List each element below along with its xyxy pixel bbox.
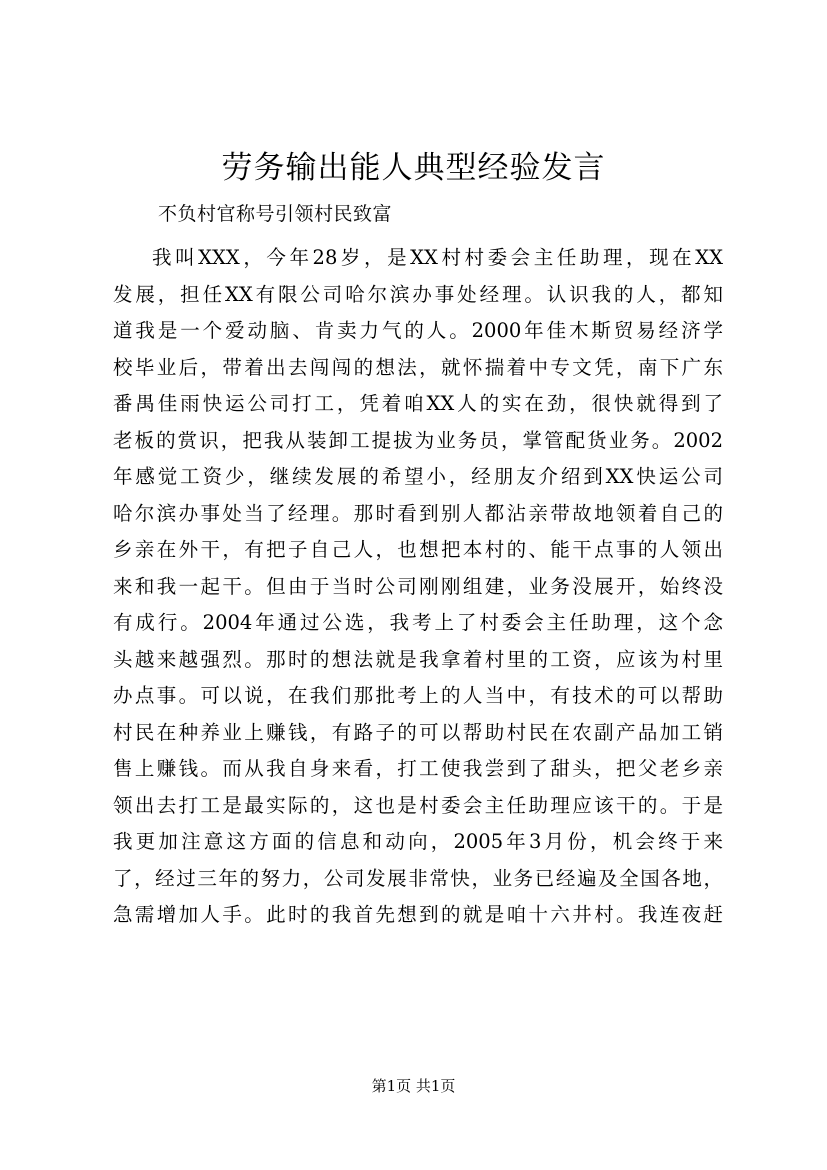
body-line: 有成行。2004年通过公选，我考上了村委会主任助理，这个念 [113, 611, 723, 634]
body-line: 道我是一个爱动脑、肯卖力气的人。2000年佳木斯贸易经济学 [113, 319, 723, 342]
body-line: 村民在种养业上赚钱，有路子的可以帮助村民在农副产品加工销 [113, 720, 723, 744]
body-line: 了，经过三年的努力，公司发展非常快，业务已经遍及全国各地， [113, 866, 723, 890]
body-line: 办点事。可以说，在我们那批考上的人当中，有技术的可以帮助 [113, 684, 723, 707]
body-line: 来和我一起干。但由于当时公司刚刚组建，业务没展开，始终没 [113, 574, 723, 598]
body-line: 乡亲在外干，有把子自己人，也想把本村的、能干点事的人领出 [113, 538, 723, 561]
body-line: 我叫XXX，今年28岁，是XX村村委会主任助理，现在XX [152, 246, 723, 269]
body-line: 哈尔滨办事处当了经理。那时看到别人都沾亲带故地领着自己的 [113, 501, 723, 525]
document-title: 劳务输出能人典型经验发言 [221, 150, 606, 186]
body-line: 头越来越强烈。那时的想法就是我拿着村里的工资，应该为村里 [113, 647, 723, 671]
page-footer: 第1页 共1页 [371, 1077, 456, 1095]
body-line: 领出去打工是最实际的，这也是村委会主任助理应该干的。于是 [113, 793, 723, 817]
body-line: 校毕业后，带着出去闯闯的想法，就怀揣着中专文凭，南下广东 [113, 355, 723, 379]
body-line: 发展，担任XX有限公司哈尔滨办事处经理。认识我的人，都知 [113, 282, 723, 306]
body-line: 售上赚钱。而从我自身来看，打工使我尝到了甜头，把父老乡亲 [113, 757, 723, 780]
document-subtitle: 不负村官称号引领村民致富 [158, 203, 393, 225]
document-body [113, 240, 723, 934]
body-line: 急需增加人手。此时的我首先想到的就是咱十六井村。我连夜赶 [113, 903, 723, 926]
body-line: 年感觉工资少，继续发展的希望小，经朋友介绍到XX快运公司 [113, 465, 723, 488]
body-line: 我更加注意这方面的信息和动向，2005年3月份，机会终于来 [113, 830, 723, 853]
body-line: 番禺佳雨快运公司打工，凭着咱XX人的实在劲，很快就得到了 [113, 392, 723, 415]
body-line: 老板的赏识，把我从装卸工提拔为业务员，掌管配货业务。2002 [113, 428, 723, 452]
